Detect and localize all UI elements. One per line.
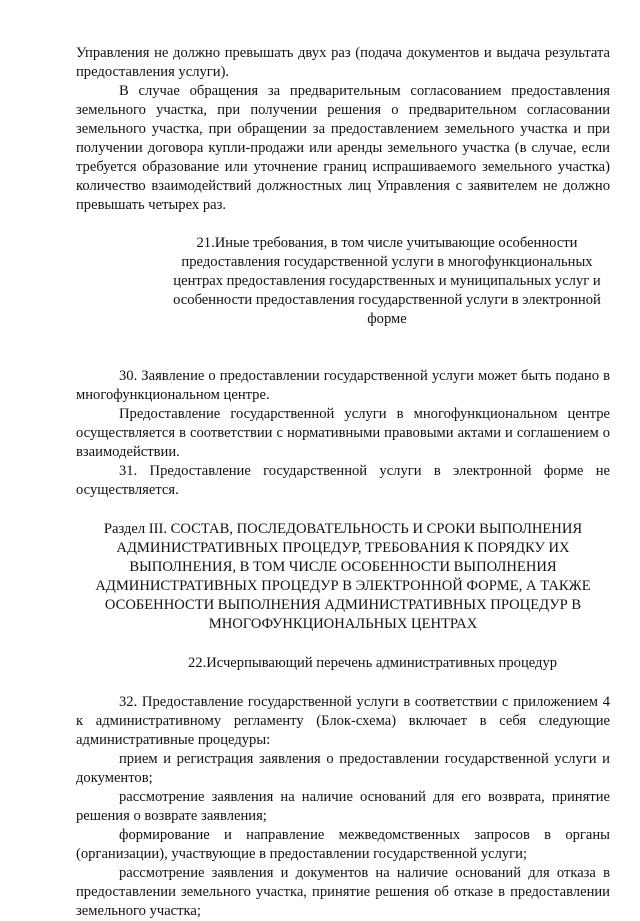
section-21-heading: 21.Иные требования, в том числе учитывающие особенности предоставления государственной услуги в многофункциональных центрах предоставления государственных и муниципальных услуг и особенности предоставления государственной услуги в электронной форме [173, 235, 601, 327]
paragraph-32: 32. Предоставление государственной услуги в соответствии с приложением 4 к административному регламенту (Блок-схема) включает в себя следующие административные процедуры: [76, 694, 610, 748]
list-item-procedure-3: формирование и направление межведомственных запросов в органы (организации), участвующие в предоставлении государственной услуги; [76, 827, 610, 862]
chapter-3-heading: Раздел III. СОСТАВ, ПОСЛЕДОВАТЕЛЬНОСТЬ И СРОКИ ВЫПОЛНЕНИЯ АДМИНИСТРАТИВНЫХ ПРОЦЕДУР, ТРЕБОВАНИЯ К ПОРЯДКУ ИХ ВЫПОЛНЕНИЯ, В ТОМ ЧИСЛЕ ОСОБЕННОСТИ ВЫПОЛНЕНИЯ АДМИНИСТРАТИВНЫХ ПРОЦЕДУР В ЭЛЕКТРОННОЙ ФОРМЕ, А ТАКЖЕ ОСОБЕННОСТИ ВЫПОЛНЕНИЯ АДМИНИСТРАТИВНЫХ ПРОЦЕДУР В МНОГОФУНКЦИОНАЛЬНЫХ ЦЕНТРАХ [95, 521, 591, 632]
list-item-procedure-2: рассмотрение заявления на наличие оснований для его возврата, принятие решения о возврате заявления; [76, 789, 610, 824]
paragraph-30: 30. Заявление о предоставлении государственной услуги может быть подано в многофункциональном центре. [76, 368, 610, 403]
paragraph-continuation: Управления не должно превышать двух раз (подача документов и выдача результата предоставления услуги). [76, 45, 610, 80]
paragraph-interaction-limit: В случае обращения за предварительным согласованием предоставления земельного участка, при получении решения о предварительном согласовании земельного участка, при обращении за предоставлением земельного участка и при получении договора купли-продажи или аренды земельного участка (в случае, если требуется образование или уточнение границ испрашиваемого земельного участка) количество взаимодействий должностных лиц Управления с заявителем не должно превышать четырех раз. [76, 83, 610, 213]
list-item-procedure-4: рассмотрение заявления и документов на наличие оснований для отказа в предоставлении земельного участка, принятие решения об отказе в предоставлении земельного участка; [76, 865, 610, 919]
paragraph-mfc-provision: Предоставление государственной услуги в многофункциональном центре осуществляется в соответствии с нормативными правовыми актами и соглашением о взаимодействии. [76, 406, 610, 460]
list-item-procedure-1: прием и регистрация заявления о предоставлении государственной услуги и документов; [76, 751, 610, 786]
paragraph-31: 31. Предоставление государственной услуги в электронной форме не осуществляется. [76, 463, 610, 498]
section-22-heading: 22.Исчерпывающий перечень административных процедур [188, 655, 558, 671]
